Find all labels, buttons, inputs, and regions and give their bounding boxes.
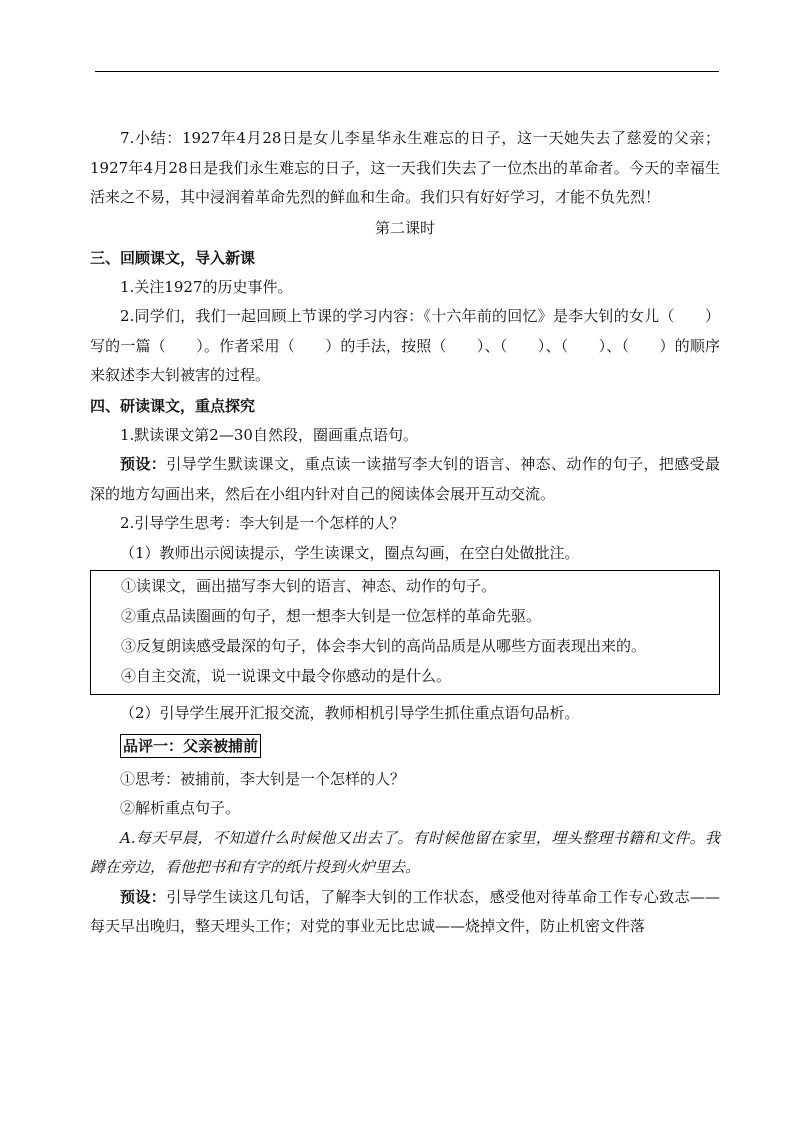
review-tag: 品评一：父亲被捕前 [120, 734, 261, 758]
document-body [90, 124, 720, 942]
analyze-item: ②解析重点句子。 [120, 799, 241, 817]
lesson-title: 第二课时 [374, 218, 435, 237]
preset-text-2: 引导学生读这几句话，了解李大钊的工作状态，感受他对待革命工作专心致志——每天早出晚归，整天埋头工作；对党的事业无比忠诚——烧掉文件，防止机密文件落 [90, 887, 720, 935]
preset-paragraph-1 [90, 450, 720, 509]
section4-sub2: （2）引导学生展开汇报交流，教师相机引导学生抓住重点语句品析。 [120, 704, 580, 722]
section4-sub1: （1）教师出示阅读提示，学生读课文，圈点勾画，在空白处做批注。 [120, 543, 580, 562]
think-item: ①思考：被捕前，李大钊是一个怎样的人？ [120, 769, 406, 788]
section4-item1: 1.默读课文第2—30自然段，圈画重点语句。 [120, 425, 418, 444]
preset-label: 预设： [120, 455, 167, 473]
summary-paragraph: 7.小结：1927年4月28日是女儿李星华永生难忘的日子，这一天她失去了慈爱的父亲；1927年4月28日是我们永生难忘的日子，这一天我们失去了一位杰出的革命者。今天的幸福生活来之不易，其中浸润着革命先烈的鲜血和生命。我们只有好好学习，才能不负先烈！ [90, 129, 720, 206]
tip-item: ②重点品读圈画的句子，想一想李大钊是一位怎样的革命先驱。 [121, 607, 542, 625]
section4-item2: 2.引导学生思考：李大钊是一个怎样的人？ [120, 514, 405, 532]
tip-item: ④自主交流，说一说课文中最令你感动的是什么。 [121, 667, 452, 685]
preset-label: 预设： [120, 887, 167, 906]
reading-tips-box [90, 570, 720, 695]
section3-item2: 2.同学们，我们一起回顾上节课的学习内容：《十六年前的回忆》是李大钊的女儿（ ）写的一篇（ ）。作者采用（ ）的手法，按照（ ）、（ ）、（ ）、（ ）的顺序来叙述李大钊被害的过程。 [90, 307, 720, 384]
quote-a: A.每天早晨，不知道什么时候他又出去了。有时候他留在家里，埋头整理书籍和文件。我蹲在旁边，看他把书和有字的纸片投到火炉里去。 [90, 828, 720, 876]
section3-heading: 三、回顾课文，导入新课 [90, 248, 256, 267]
preset-text-1: 引导学生默读课文，重点读一读描写李大钊的语言、神态、动作的句子，把感受最深的地方勾画出来，然后在小组内针对自己的阅读体会展开互动交流。 [90, 455, 720, 503]
tip-item: ①读课文，画出描写李大钊的语言、神态、动作的句子。 [121, 577, 497, 595]
preset-paragraph-2 [90, 883, 720, 942]
header-rule [95, 71, 719, 72]
section3-item1: 1.关注1927的历史事件。 [120, 277, 293, 296]
section4-heading: 四、研读课文，重点探究 [90, 396, 256, 415]
tip-item: ③反复朗读感受最深的句子，体会李大钊的高尚品质是从哪些方面表现出来的。 [121, 637, 647, 655]
review-tag-line [90, 731, 720, 761]
